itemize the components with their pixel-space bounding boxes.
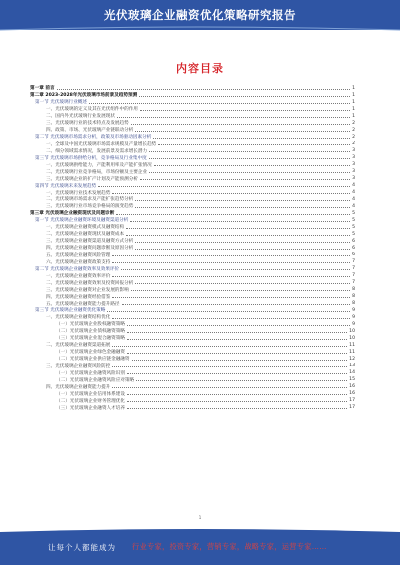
toc-leader-dots bbox=[127, 401, 347, 402]
toc-entry[interactable] bbox=[30, 286, 355, 293]
toc-entry-label: 二、光伏玻璃市场需求及产能扩张趋势分析 bbox=[46, 197, 134, 203]
toc-leader-dots bbox=[112, 366, 347, 367]
header-curve bbox=[0, 24, 400, 38]
toc-entry-label: （三）光伏玻璃企业融资人才培养 bbox=[56, 405, 125, 411]
toc-entry[interactable] bbox=[30, 127, 355, 134]
toc-entry-page: 7 bbox=[352, 280, 355, 286]
toc-entry-label: （二）光伏玻璃企业融资风险应对策略 bbox=[56, 377, 135, 383]
toc-entry-label: 第三节 光伏玻璃市场供给分析，竞争格局及行业集中度 bbox=[35, 155, 147, 161]
toc-entry[interactable] bbox=[30, 300, 355, 307]
toc-entry[interactable] bbox=[30, 99, 355, 106]
toc-entry[interactable] bbox=[30, 120, 355, 127]
toc-leader-dots bbox=[112, 276, 350, 277]
toc-entry-label: 第二节 光伏玻璃市场需求分析，政策及市场驱动因素分析 bbox=[35, 135, 152, 141]
toc-entry-page: 5 bbox=[352, 217, 355, 223]
toc-entry-label: 第二章 2023-2028年光伏玻璃市场前景及趋势预测 bbox=[30, 93, 138, 99]
footer-slogan: 让每个人都能成为 bbox=[48, 543, 116, 552]
toc-entry[interactable] bbox=[30, 258, 355, 265]
toc-leader-dots bbox=[154, 165, 350, 166]
toc-entry-label: 一、全球及中国光伏玻璃市场需求规模及产量增长趋势 bbox=[46, 141, 157, 147]
toc-leader-dots bbox=[131, 124, 350, 125]
toc-entry[interactable] bbox=[30, 404, 355, 411]
toc-entry-page: 10 bbox=[349, 335, 355, 341]
toc-leader-dots bbox=[112, 297, 350, 298]
toc-entry-page: 1 bbox=[352, 99, 355, 105]
toc-entry[interactable] bbox=[30, 272, 355, 279]
toc-leader-dots bbox=[127, 353, 347, 354]
toc-entry[interactable] bbox=[30, 335, 355, 342]
toc-entry-page: 16 bbox=[349, 384, 355, 390]
toc-entry-label: 三、光伏玻璃企业融资风险防控 bbox=[46, 363, 111, 369]
toc-leader-dots bbox=[112, 318, 350, 319]
toc-entry-page: 2 bbox=[352, 127, 355, 133]
toc-leader-dots bbox=[57, 89, 350, 90]
toc-entry-page: 11 bbox=[349, 349, 355, 355]
toc-leader-dots bbox=[127, 325, 350, 326]
toc-entry-page: 2 bbox=[352, 141, 355, 147]
toc-entry[interactable] bbox=[30, 342, 355, 349]
toc-entry-label: 第四节 光伏玻璃未来发展趋势 bbox=[35, 183, 97, 189]
toc-entry-page: 7 bbox=[352, 266, 355, 272]
toc-leader-dots bbox=[112, 255, 350, 256]
toc-entry-label: 三、光伏玻璃企业融资渠道及融资方式分析 bbox=[46, 239, 134, 245]
toc-leader-dots bbox=[158, 144, 350, 145]
toc-entry[interactable] bbox=[30, 182, 355, 189]
toc-entry[interactable] bbox=[30, 356, 355, 363]
toc-entry[interactable] bbox=[30, 161, 355, 168]
toc-entry-label: 三、光伏玻璃行业市场竞争格局的演变趋势 bbox=[46, 204, 134, 210]
page-title: 内容目录 bbox=[176, 62, 224, 75]
toc-entry-page: 12 bbox=[349, 356, 355, 362]
toc-entry-page: 11 bbox=[349, 342, 355, 348]
toc-leader-dots bbox=[107, 311, 350, 312]
toc-entry-page: 4 bbox=[352, 190, 355, 196]
toc-entry[interactable] bbox=[30, 369, 355, 376]
toc-leader-dots bbox=[112, 193, 350, 194]
toc-leader-dots bbox=[135, 207, 350, 208]
toc-entry-label: 四、光伏玻璃企业融资能力提升 bbox=[46, 384, 111, 390]
toc-entry-page: 3 bbox=[352, 148, 355, 154]
toc-leader-dots bbox=[98, 186, 350, 187]
toc-entry[interactable] bbox=[30, 113, 355, 120]
toc-entry[interactable] bbox=[30, 203, 355, 210]
toc-entry-page: 7 bbox=[352, 259, 355, 265]
toc-leader-dots bbox=[135, 249, 350, 250]
toc-leader-dots bbox=[135, 242, 350, 243]
toc-leader-dots bbox=[122, 304, 351, 305]
toc-entry-label: （二）光伏玻璃企业供应链金融融资 bbox=[56, 357, 130, 363]
toc-entry-page: 3 bbox=[352, 176, 355, 182]
toc-leader-dots bbox=[127, 408, 347, 409]
toc-entry-label: （一）光伏玻璃企业股权融资策略 bbox=[56, 322, 125, 328]
toc-entry-page: 4 bbox=[352, 203, 355, 209]
toc-entry-page: 4 bbox=[352, 183, 355, 189]
toc-entry-label: 二、光伏玻璃企业融资效果及投资回报分析 bbox=[46, 280, 134, 286]
toc-entry-label: （一）光伏玻璃企业信用体系建设 bbox=[56, 391, 125, 397]
toc-entry[interactable] bbox=[30, 154, 355, 161]
toc-leader-dots bbox=[139, 96, 350, 97]
toc-entry[interactable] bbox=[30, 265, 355, 272]
toc-entry-page: 5 bbox=[352, 210, 355, 216]
toc-entry[interactable] bbox=[30, 279, 355, 286]
toc-entry-label: 第三节 光伏玻璃企业融资优化策略 bbox=[35, 308, 106, 314]
toc-entry-label: 一、光伏玻璃企业融资效率评价 bbox=[46, 273, 111, 279]
toc-leader-dots bbox=[135, 131, 350, 132]
toc-entry-label: 二、细分领域需求情况，发展前景及需求增长潜力 bbox=[46, 148, 148, 154]
toc-leader-dots bbox=[149, 151, 350, 152]
toc-entry-page: 4 bbox=[352, 196, 355, 202]
toc-entry[interactable] bbox=[30, 314, 355, 321]
toc-entry-page: 13 bbox=[349, 363, 355, 369]
toc-entry[interactable] bbox=[30, 224, 355, 231]
toc-entry[interactable] bbox=[30, 92, 355, 99]
toc-entry-label: （二）光伏玻璃企业债权融资策略 bbox=[56, 329, 125, 335]
toc-entry-label: 五、光伏玻璃企业融资风险管理 bbox=[46, 252, 111, 258]
toc-entry[interactable] bbox=[30, 175, 355, 182]
toc-leader-dots bbox=[127, 373, 347, 374]
toc-leader-dots bbox=[131, 290, 350, 291]
toc-entry-page: 15 bbox=[349, 377, 355, 383]
toc-entry[interactable] bbox=[30, 217, 355, 224]
toc-leader-dots bbox=[132, 360, 348, 361]
toc-entry[interactable] bbox=[30, 397, 355, 404]
toc-entry[interactable] bbox=[30, 307, 355, 314]
toc-entry-label: 二、光伏玻璃企业融资渠道拓展 bbox=[46, 343, 111, 349]
toc-entry-label: 第二节 光伏玻璃企业融资效率及效果评价 bbox=[35, 266, 120, 272]
toc-entry[interactable] bbox=[30, 321, 355, 328]
toc-leader-dots bbox=[140, 179, 350, 180]
toc-entry[interactable] bbox=[30, 293, 355, 300]
toc-entry[interactable] bbox=[30, 349, 355, 356]
toc-entry[interactable] bbox=[30, 252, 355, 259]
toc-entry-label: 六、光伏玻璃企业融资政策支持 bbox=[46, 259, 111, 265]
toc-entry[interactable] bbox=[30, 376, 355, 383]
toc-entry-page: 3 bbox=[352, 155, 355, 161]
toc-entry-page: 3 bbox=[352, 162, 355, 168]
toc-entry[interactable] bbox=[30, 189, 355, 196]
toc-entry-label: 第一节 光伏玻璃企业融资环境及融资渠道分析 bbox=[35, 218, 129, 224]
toc-leader-dots bbox=[89, 103, 350, 104]
toc-leader-dots bbox=[112, 262, 350, 263]
toc-entry-page: 1 bbox=[352, 92, 355, 98]
toc-leader-dots bbox=[126, 235, 350, 236]
toc-entry[interactable] bbox=[30, 231, 355, 238]
toc-entry-page: 14 bbox=[349, 370, 355, 376]
table-of-contents bbox=[30, 85, 355, 411]
toc-entry-label: 二、光伏玻璃企业融资现状及融资成本 bbox=[46, 232, 125, 238]
toc-entry-label: 一、光伏玻璃的定义及其在光伏组件中的作用 bbox=[46, 107, 138, 113]
toc-leader-dots bbox=[116, 214, 350, 215]
toc-entry-label: 第一节 光伏玻璃行业概述 bbox=[35, 100, 87, 106]
toc-entry-page: 2 bbox=[352, 134, 355, 140]
toc-leader-dots bbox=[112, 346, 347, 347]
toc-leader-dots bbox=[126, 228, 350, 229]
toc-leader-dots bbox=[127, 339, 347, 340]
toc-entry[interactable] bbox=[30, 238, 355, 245]
toc-entry-label: 一、光伏玻璃企业融资结构优化 bbox=[46, 315, 111, 321]
toc-entry-page: 2 bbox=[352, 120, 355, 126]
header-title: 光伏玻璃企业融资优化策略研究报告 bbox=[104, 8, 296, 22]
footer-roles: 行业专家，投资专家，营销专家，战略专家，运营专家…… bbox=[132, 542, 327, 551]
toc-entry-page: 17 bbox=[349, 405, 355, 411]
toc-leader-dots bbox=[117, 117, 350, 118]
toc-leader-dots bbox=[127, 394, 347, 395]
toc-entry-label: 五、光伏玻璃企业融资能力提升路径 bbox=[46, 301, 120, 307]
toc-entry-page: 1 bbox=[352, 113, 355, 119]
toc-entry[interactable] bbox=[30, 383, 355, 390]
page-number: 1 bbox=[198, 515, 202, 520]
toc-entry-page: 6 bbox=[352, 245, 355, 251]
toc-entry-page: 5 bbox=[352, 224, 355, 230]
toc-leader-dots bbox=[135, 200, 350, 201]
toc-entry[interactable] bbox=[30, 85, 355, 92]
toc-entry-label: 三、光伏玻璃企业的扩产计划及产能预测分析 bbox=[46, 176, 138, 182]
toc-entry-page: 9 bbox=[352, 314, 355, 320]
toc-leader-dots bbox=[140, 110, 350, 111]
toc-leader-dots bbox=[121, 269, 350, 270]
toc-entry-label: （一）光伏玻璃企业绿色金融融资 bbox=[56, 350, 125, 356]
toc-entry-page: 3 bbox=[352, 169, 355, 175]
toc-leader-dots bbox=[135, 283, 350, 284]
toc-entry[interactable] bbox=[30, 134, 355, 141]
toc-entry-label: 第三章 光伏玻璃企业融资现状及问题诊断 bbox=[30, 211, 115, 217]
toc-entry-page: 6 bbox=[352, 238, 355, 244]
toc-entry-label: 三、光伏玻璃企业融资对企业发展的影响 bbox=[46, 287, 129, 293]
toc-entry-label: 四、政策、市场、光伏玻璃产业链联动分析 bbox=[46, 128, 134, 134]
toc-entry[interactable] bbox=[30, 106, 355, 113]
toc-entry-page: 8 bbox=[352, 301, 355, 307]
toc-entry-label: 四、光伏玻璃企业融资经验借鉴 bbox=[46, 294, 111, 300]
toc-entry-label: （一）光伏玻璃企业融资风险识别 bbox=[56, 370, 125, 376]
toc-entry[interactable] bbox=[30, 196, 355, 203]
toc-entry[interactable] bbox=[30, 147, 355, 154]
toc-entry-label: 三、光伏玻璃行业的技术特点及发展趋势 bbox=[46, 121, 129, 127]
toc-entry-page: 8 bbox=[352, 294, 355, 300]
toc-entry-page: 16 bbox=[349, 391, 355, 397]
toc-entry-label: 一、光伏玻璃行业技术发展趋势 bbox=[46, 190, 111, 196]
toc-entry-label: 第一章 前言 bbox=[30, 86, 55, 92]
toc-entry-page: 10 bbox=[349, 328, 355, 334]
toc-entry-label: 四、光伏玻璃企业融资问题诊断及原因分析 bbox=[46, 246, 134, 252]
toc-leader-dots bbox=[130, 221, 350, 222]
toc-entry-page: 5 bbox=[352, 231, 355, 237]
toc-entry[interactable] bbox=[30, 245, 355, 252]
toc-entry-page: 9 bbox=[352, 307, 355, 313]
toc-entry-label: 一、光伏玻璃供给能力，产能利用率及产能扩张情况 bbox=[46, 162, 152, 168]
toc-entry[interactable] bbox=[30, 210, 355, 217]
toc-entry-page: 9 bbox=[352, 321, 355, 327]
toc-entry-label: （三）光伏玻璃企业混合融资策略 bbox=[56, 336, 125, 342]
toc-entry-page: 6 bbox=[352, 252, 355, 258]
toc-leader-dots bbox=[153, 138, 350, 139]
toc-leader-dots bbox=[127, 332, 347, 333]
toc-leader-dots bbox=[136, 380, 347, 381]
toc-entry-label: 一、光伏玻璃企业融资模式及融资结构 bbox=[46, 225, 125, 231]
toc-entry[interactable] bbox=[30, 168, 355, 175]
toc-entry[interactable] bbox=[30, 390, 355, 397]
toc-entry-page: 1 bbox=[352, 85, 355, 91]
toc-entry-label: 二、光伏玻璃行业竞争格局，市场份额及主要企业 bbox=[46, 169, 148, 175]
toc-entry[interactable] bbox=[30, 328, 355, 335]
toc-entry-label: 二、国内外光伏玻璃行业发展现状 bbox=[46, 114, 115, 120]
toc-entry[interactable] bbox=[30, 363, 355, 370]
toc-leader-dots bbox=[112, 387, 347, 388]
toc-entry-label: （二）光伏玻璃企业财务管理优化 bbox=[56, 398, 125, 404]
toc-leader-dots bbox=[149, 172, 350, 173]
toc-entry-page: 17 bbox=[349, 398, 355, 404]
toc-entry-page: 1 bbox=[352, 106, 355, 112]
toc-entry[interactable] bbox=[30, 141, 355, 148]
toc-entry-page: 7 bbox=[352, 273, 355, 279]
toc-entry-page: 8 bbox=[352, 287, 355, 293]
toc-leader-dots bbox=[149, 158, 350, 159]
